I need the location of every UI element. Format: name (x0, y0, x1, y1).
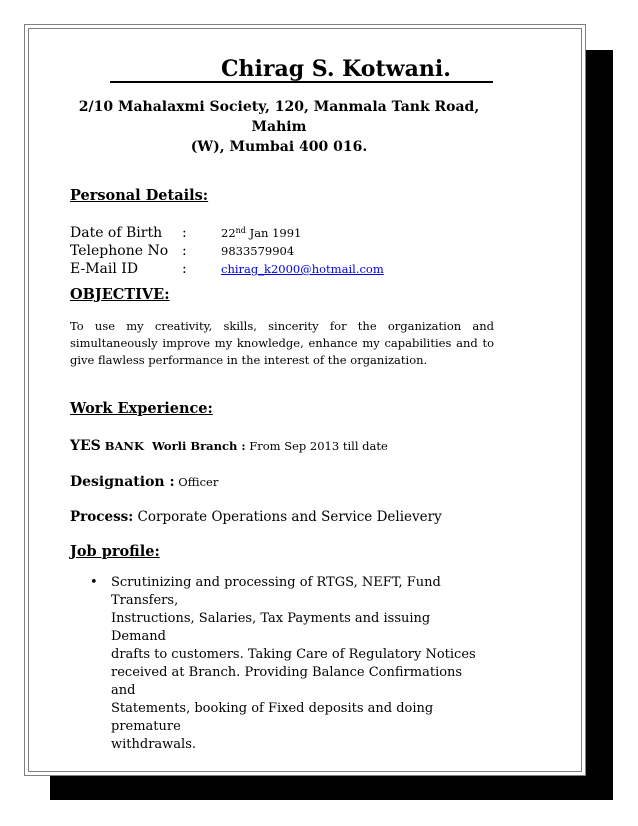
process-line (70, 506, 442, 525)
dob-label: Date of Birth (70, 225, 163, 241)
job-profile-item: Scrutinizing and processing of RTGS, NEFT, Fund Transfers, Instructions, Salaries, Tax Payments and issuing Demand drafts to customers. Taking Care of Regulatory Notices received at Branch. Providing Balance Confirmations and Statements, booking of Fixed deposits and doing premature withdrawals. (111, 575, 476, 752)
email-colon: : (182, 261, 187, 277)
email-label: E-Mail ID (70, 261, 139, 277)
dob-ordinal-suffix: nd (235, 226, 246, 235)
job-profile-heading: Job profile: (70, 543, 160, 560)
email-link[interactable]: chirag_k2000@hotmail.com (221, 262, 384, 276)
objective-text: To use my creativity, skills, sincerity for the organization and simultaneously improve my knowledge, enhance my capabilities and to give flawless performance in the interest of the organization. (70, 319, 494, 367)
bullet-icon: • (90, 575, 98, 590)
name-underline-rule (110, 81, 493, 83)
candidate-name: Chirag S. Kotwani. (221, 56, 451, 82)
address-line-1: 2/10 Mahalaxmi Society, 120, Manmala Tank Road, Mahim (78, 99, 480, 135)
address-line-2: (W), Mumbai 400 016. (190, 139, 368, 155)
telephone-colon: : (182, 243, 187, 259)
dob-colon: : (182, 225, 187, 241)
work-experience-heading: Work Experience: (70, 400, 213, 417)
telephone-value: 9833579904 (221, 244, 295, 258)
bank-name: YES (70, 438, 101, 454)
process-label: Process: (70, 509, 134, 525)
telephone-label: Telephone No (70, 243, 169, 259)
personal-details-heading: Personal Details: (70, 187, 209, 204)
objective-heading: OBJECTIVE: (70, 286, 170, 303)
branch-name: Worli Branch : (143, 439, 246, 453)
address-block (70, 97, 488, 157)
process-value: Corporate Operations and Service Delievery (133, 509, 442, 525)
designation-label: Designation : (70, 474, 175, 490)
duration-text: From Sep 2013 till date (245, 439, 388, 453)
designation-value: Officer (174, 475, 219, 489)
bank-line (70, 435, 388, 454)
designation-line (70, 471, 218, 490)
bank-word: BANK (100, 439, 144, 453)
dob-value: 22nd Jan 1991 (221, 226, 302, 240)
